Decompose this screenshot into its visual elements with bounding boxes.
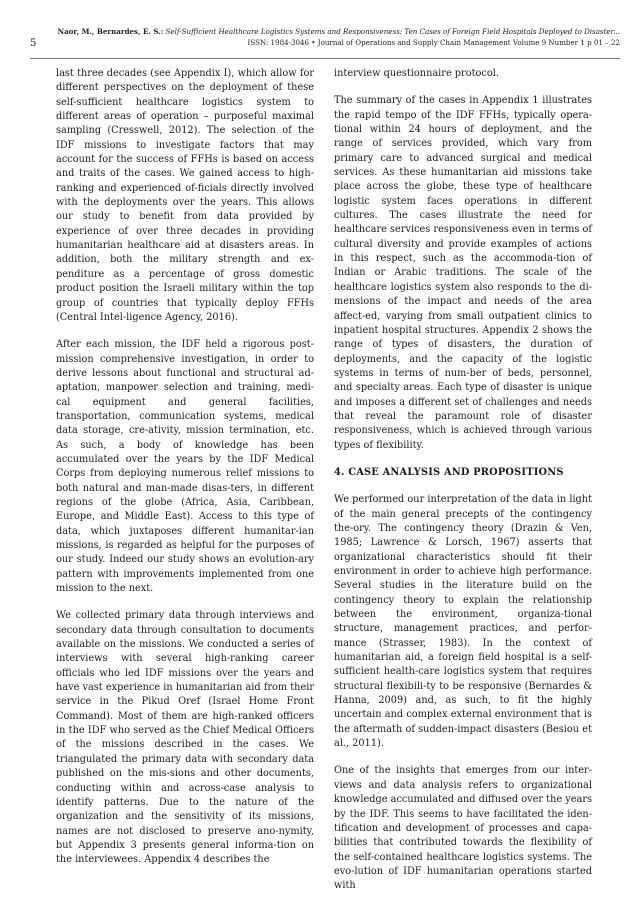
header-journal: ISSN: 1984-3046 • Journal of Operations and Supply Chain Management Volume 9 Number 1 p 01 – 22: [247, 38, 620, 47]
paragraph: interview questionnaire protocol.: [334, 68, 499, 79]
paragraph: We collected primary data through interviews and secondary data through consultation to documents available on the missions. We conducted a series of interviews with several high-ranking career officials who led IDF missions over the years and have vast experience in humanitarian aid from their service in the Pikud Oref (Israel Home Front Command). Most of them are high-ranked officers in the IDF who served as the Chief Medical Officers of the missions described in the cases. We triangulated the primary data with secondary data published on the mis-sions and other documents, conducting within and across-case analysis to identify patterns. Due to the nature of the organization and the sensitivity of its missions, names are not disclosed to preserve ano-nymity, but Appendix 3 presents general informa-tion on the interviewees. Appendix 4 describes the: [56, 610, 314, 866]
running-header: [18, 26, 620, 58]
header-authors: Naor, M., Bernardes, E. S.:: [57, 27, 164, 36]
right-column: [334, 67, 592, 907]
section-heading: 4. CASE ANALYSIS AND PROPOSITIONS: [334, 466, 564, 478]
page-number: 5: [30, 38, 37, 49]
paragraph: last three decades (see Appendix I), which allow for different perspectives on the deployment of these self-sufficient healthcare logistics system to different areas of operation – purposeful maximal sampling (Cresswell, 2012). The selection of the IDF missions to investigate factors that may account for the success of FFHs is based on access and traits of the cases. We gained access to high-ranking and experienced of-ficials directly involved with the deployments over the years. This allows our study to benefit from data provided by experience of over three decades in providing humanitarian healthcare aid at disasters areas. In addition, both the military strength and ex-penditure as a percentage of gross domestic product position the Israeli military within the top group of countries that typically deploy FFHs (Central Intel-ligence Agency, 2016).: [56, 68, 314, 323]
paragraph: We performed our interpretation of the data in light of the main general precepts of the contingency the-ory. The contingency theory (Drazin & Ven, 1985; Lawrence & Lorsch, 1967) asserts that organizational characteristics should fit their environment in order to achieve high performance. Several studies in the literature build on the contingency theory to explain the relationship between the environment, organiza-tional structure, management practices, and perfor-mance (Strasser, 1983). In the context of humanitarian aid, a foreign field hospital is a self-sufficient health-care logistics system that requires structural flexibili-ty to be responsive (Bernardes & Hanna, 2009) and, as such, to fit the highly uncertain and complex external environment that is the aftermath of sudden-impact disasters (Besiou et al., 2011).: [334, 494, 592, 750]
paragraph: One of the insights that emerges from our inter-views and data analysis refers to organizational knowledge accumulated and diffused over the years by the IDF. This seems to have facilitated the iden-tification and development of processes and capa-bilities that contributed towards the flexibility of the self-contained healthcare logistics systems. The evo-lution of IDF humanitarian operations started with: [334, 765, 592, 892]
header-title: Self-Sufficient Healthcare Logistics Systems and Responsiveness: Ten Cases of Foreign Field Hospitals Deployed to Disaster...: [165, 27, 620, 36]
header-citation: [58, 26, 620, 48]
header-rule: [30, 58, 620, 59]
left-column: [56, 67, 314, 881]
paragraph: The summary of the cases in Appendix 1 illustrates the rapid tempo of the IDF FFHs, typically opera-tional within 24 hours of deployment, and the range of services provided, which vary from primary care to advanced surgical and medical services. As these humanitarian aid missions take place across the globe, these type of healthcare logistic system faces operations in different cultures. The cases illustrate the need for healthcare services responsiveness even in terms of cultural diversity and provide examples of actions in this respect, such as the accommoda-tion of Indian or Arabic traditions. The scale of the healthcare logistics system also responds to the di-mensions of the impact and needs of the area affect-ed, varying from small outpatient clinics to inpatient hospital structures. Appendix 2 shows the range of types of disasters, the duration of deployments, and the capacity of the logistic systems in terms of num-ber of beds, personnel, and specialty areas. Each type of disaster is unique and imposes a different set of challenges and needs that reveal the paramount role of disaster responsiveness, which is achieved through various types of flexibility.: [334, 95, 592, 451]
paragraph: After each mission, the IDF held a rigorous post-mission comprehensive investigation, in order to derive lessons about functional and structural ad-aptation, manpower selection and training, medi-cal equipment and general facilities, transportation, communication systems, medical data storage, cre-ativity, mission termination, etc. As such, a body of knowledge has been accumulated over the years by the IDF Medical Corps from deploying numerous relief missions to both natural and man-made disas-ters, in different regions of the globe (Africa, Asia, Caribbean, Europe, and Middle East). Access to this type of data, which juxtaposes different humanitar-ian missions, is regarded as helpful for the purposes of our study. Indeed our study shows an evolution-ary pattern with improvements implemented from one mission to the next.: [56, 339, 314, 595]
header-title-line: [58, 26, 620, 37]
